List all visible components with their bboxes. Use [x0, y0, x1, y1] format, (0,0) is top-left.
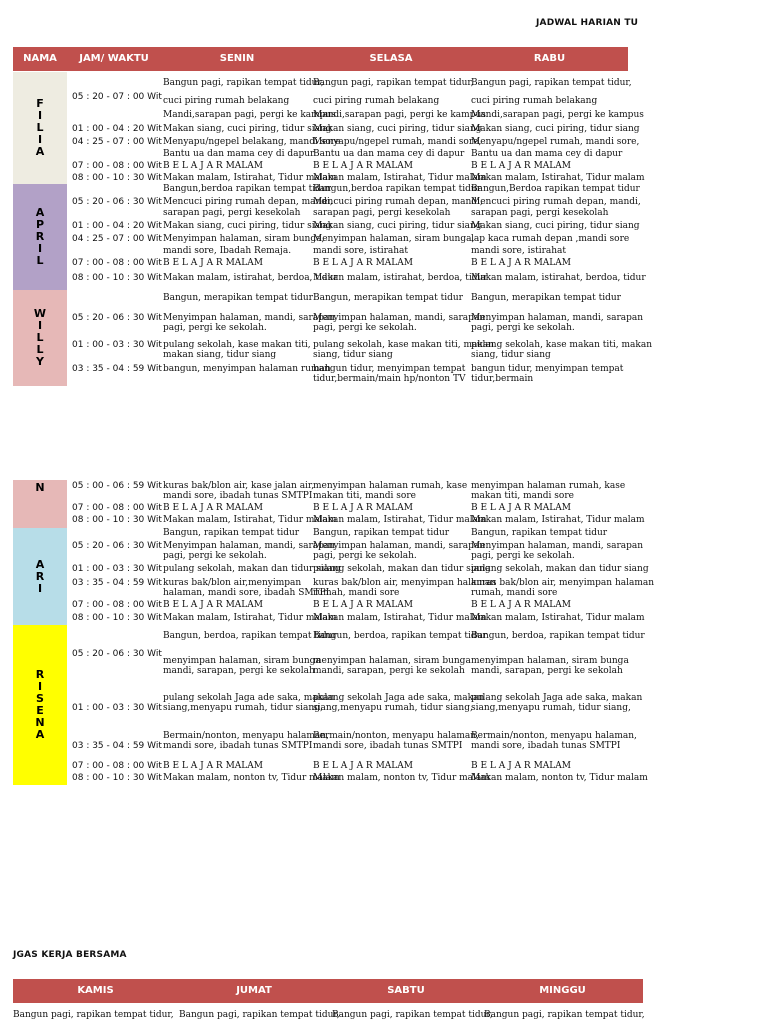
selasa-cell: rumah, mandi sore [313, 588, 400, 598]
selasa-cell: menyimpan halaman, siram bunga [313, 656, 471, 666]
name-label: W I L L Y [33, 307, 47, 368]
name-cell-ari [13, 528, 67, 625]
senin-cell: mandi sore, ibadah tunas SMTPI [163, 741, 313, 751]
name-cell-april [13, 184, 67, 290]
rabu-cell: cuci piring rumah belakang [471, 96, 598, 106]
selasa-cell: mandi sore, istirahat [313, 246, 409, 256]
senin-cell: Menyapu/ngepel belakang, mandi sore [163, 137, 341, 147]
rabu-cell: bangun tidur, menyimpan tempat [471, 364, 624, 374]
rabu-cell: siang, tidur siang [471, 350, 551, 360]
rabu-cell: menyimpan halaman, siram bunga [471, 656, 629, 666]
rabu-cell: pulang sekolah, makan dan tidur siang [471, 564, 649, 574]
rabu-cell: menyimpan halaman rumah, kase [471, 481, 626, 491]
selasa-cell: kuras bak/blon air, menyimpan halaman [313, 578, 497, 588]
time-cell: 05 : 20 - 06 : 30 Wit [72, 649, 162, 659]
time-cell: 03 : 35 - 04 : 59 Wit [72, 741, 162, 751]
selasa-cell: Bangun, rapikan tempat tidur [313, 528, 450, 538]
senin-cell: mandi sore, ibadah tunas SMTPI [163, 491, 313, 501]
senin-cell: Makan malam, Istirahat, Tidur malam [163, 515, 337, 525]
rabu-cell: pulang sekolah, kase makan titi, makan [471, 340, 653, 350]
rabu-cell: pagi, pergi ke sekolah. [471, 323, 575, 333]
senin-cell: Menyimpan halaman, mandi, sarapan [163, 313, 336, 323]
section-title: JGAS KERJA BERSAMA [13, 950, 127, 960]
senin-cell: Makan siang, cuci piring, tidur siang [163, 221, 332, 231]
selasa-cell: menyimpan halaman rumah, kase [313, 481, 468, 491]
minggu-cell: Bangun pagi, rapikan tempat tidur, [484, 1010, 645, 1020]
senin-cell: pulang sekolah, makan dan tidur siang [163, 564, 341, 574]
jumat-cell: Bangun pagi, rapikan tempat tidur, [179, 1010, 340, 1020]
senin-cell: kuras bak/blon air, kase jalan air, [163, 481, 315, 491]
rabu-cell: Bantu ua dan mama cey di dapur [471, 149, 623, 159]
header-kamis: KAMIS [77, 985, 114, 996]
senin-cell: Makan malam, Istirahat, Tidur malam [163, 613, 337, 623]
senin-cell: halaman, mandi sore, ibadah SMTPI [163, 588, 330, 598]
selasa-cell: Menyimpan halaman, mandi, sarapan [313, 541, 486, 551]
rabu-cell: mandi, sarapan, pergi ke sekolah [471, 666, 623, 676]
senin-cell: Makan siang, cuci piring, tidur siang [163, 124, 332, 134]
selasa-cell: Mandi,sarapan pagi, pergi ke kampus [313, 110, 486, 120]
name-label: F I L I A [35, 97, 45, 158]
rabu-cell: pagi, pergi ke sekolah. [471, 551, 575, 561]
rabu-cell: Bangun, merapikan tempat tidur [471, 293, 621, 303]
time-cell: 08 : 00 - 10 : 30 Wit [72, 515, 162, 525]
rabu-cell: Mandi,sarapan pagi, pergi ke kampus [471, 110, 644, 120]
rabu-cell: mandi sore, istirahat [471, 246, 567, 256]
selasa-cell: pulang sekolah, kase makan titi, makan [313, 340, 495, 350]
senin-cell: Makan malam, Istirahat, Tidur malam [163, 173, 337, 183]
time-cell: 04 : 25 - 07 : 00 Wit [72, 234, 162, 244]
selasa-cell: B E L A J A R MALAM [313, 503, 413, 513]
time-cell: 04 : 25 - 07 : 00 Wit [72, 137, 162, 147]
selasa-cell: Makan malam, Istirahat, Tidur malam [313, 515, 487, 525]
header-sabtu: SABTU [387, 985, 425, 996]
header-rabu: RABU [533, 53, 566, 64]
page-title: JADWAL HARIAN TU [536, 18, 639, 28]
selasa-cell: pagi, pergi ke sekolah. [313, 323, 417, 333]
selasa-cell: Makan malam, istirahat, berdoa, tidur [313, 273, 488, 283]
senin-cell: B E L A J A R MALAM [163, 761, 263, 771]
senin-cell: Bangun, rapikan tempat tidur [163, 528, 300, 538]
selasa-cell: Bangun,berdoa rapikan tempat tidur [313, 184, 482, 194]
senin-cell: Bangun,berdoa rapikan tempat tidur [163, 184, 332, 194]
time-cell: 01 : 00 - 03 : 30 Wit [72, 564, 162, 574]
senin-cell: B E L A J A R MALAM [163, 503, 263, 513]
rabu-cell: pulang sekolah Jaga ade saka, makan [471, 693, 643, 703]
senin-cell: Makan malam, nonton tv, Tidur malam [163, 773, 340, 783]
name-label: N [35, 481, 45, 494]
senin-cell: bangun, menyimpan halaman rumah [163, 364, 331, 374]
rabu-cell: B E L A J A R MALAM [471, 161, 571, 171]
rabu-cell: Menyapu/ngepel rumah, mandi sore, [471, 137, 640, 147]
table-header-2 [13, 979, 643, 1003]
name-label: A R I [35, 557, 45, 595]
rabu-cell: makan titi, mandi sore [471, 491, 574, 501]
selasa-cell: sarapan pagi, pergi kesekolah [313, 208, 451, 218]
selasa-cell: bangun tidur, menyimpan tempat [313, 364, 466, 374]
selasa-cell: pulang sekolah, makan dan tidur siang [313, 564, 491, 574]
rabu-cell: Makan malam, Istirahat, Tidur malam [471, 173, 645, 183]
rabu-cell: Bangun,Berdoa rapikan tempat tidur [471, 184, 640, 194]
senin-cell: Menyimpan halaman, siram bunga, [163, 234, 325, 244]
kamis-cell: Bangun pagi, rapikan tempat tidur, [13, 1010, 174, 1020]
senin-cell: B E L A J A R MALAM [163, 600, 263, 610]
time-cell: 08 : 00 - 10 : 30 Wit [72, 773, 162, 783]
senin-cell: Mencuci piring rumah depan, mandi, [163, 197, 333, 207]
time-cell: 07 : 00 - 08 : 00 Wit [72, 761, 162, 771]
rabu-cell: Makan siang, cuci piring, tidur siang [471, 221, 640, 231]
selasa-cell: B E L A J A R MALAM [313, 258, 413, 268]
senin-cell: mandi, sarapan, pergi ke sekolah [163, 666, 315, 676]
rabu-cell: rumah, mandi sore [471, 588, 558, 598]
header-nama: NAMA [23, 53, 57, 64]
senin-cell: kuras bak/blon air,menyimpan [163, 578, 302, 588]
rabu-cell: Makan malam, istirahat, berdoa, tidur [471, 273, 646, 283]
senin-cell: B E L A J A R MALAM [163, 258, 263, 268]
name-cell-risena [13, 625, 67, 785]
time-cell: 03 : 35 - 04 : 59 Wit [72, 578, 162, 588]
rabu-cell: Menyimpan halaman, mandi, sarapan [471, 541, 644, 551]
senin-cell: B E L A J A R MALAM [163, 161, 263, 171]
name-cell-willy [13, 290, 67, 386]
header-jumat: JUMAT [236, 985, 272, 996]
selasa-cell: B E L A J A R MALAM [313, 600, 413, 610]
selasa-cell: pagi, pergi ke sekolah. [313, 551, 417, 561]
selasa-cell: Bermain/nonton, menyapu halaman, [313, 731, 479, 741]
time-cell: 05 : 20 - 06 : 30 Wit [72, 313, 162, 323]
name-cell-filia [13, 72, 67, 184]
selasa-cell: Mencuci piring rumah depan, mandi, [313, 197, 483, 207]
name-label: R I S E N A [35, 668, 45, 741]
senin-cell: pagi, pergi ke sekolah. [163, 323, 267, 333]
senin-cell: sarapan pagi, pergi kesekolah [163, 208, 301, 218]
senin-cell: Bangun, berdoa, rapikan tempat tidur [163, 631, 337, 641]
rabu-cell: B E L A J A R MALAM [471, 503, 571, 513]
header-minggu: MINGGU [539, 985, 586, 996]
rabu-cell: Bangun pagi, rapikan tempat tidur, [471, 78, 632, 88]
rabu-cell: Makan siang, cuci piring, tidur siang [471, 124, 640, 134]
selasa-cell: Bantu ua dan mama cey di dapur [313, 149, 465, 159]
time-cell: 01 : 00 - 03 : 30 Wit [72, 340, 162, 350]
name-label: A P R I L [35, 206, 45, 267]
time-cell: 08 : 00 - 10 : 30 Wit [72, 173, 162, 183]
senin-cell: Bangun, merapikan tempat tidur [163, 293, 313, 303]
selasa-cell: Menyimpan halaman, mandi, sarapan [313, 313, 486, 323]
rabu-cell: Makan malam, nonton tv, Tidur malam [471, 773, 648, 783]
selasa-cell: B E L A J A R MALAM [313, 161, 413, 171]
time-cell: 07 : 00 - 08 : 00 Wit [72, 600, 162, 610]
rabu-cell: Bangun, berdoa, rapikan tempat tidur [471, 631, 645, 641]
selasa-cell: mandi sore, ibadah tunas SMTPI [313, 741, 463, 751]
table-header [13, 47, 628, 71]
senin-cell: siang,menyapu rumah, tidur siang, [163, 703, 323, 713]
selasa-cell: makan titi, mandi sore [313, 491, 416, 501]
rabu-cell: Mencuci piring rumah depan, mandi, [471, 197, 641, 207]
rabu-cell: B E L A J A R MALAM [471, 600, 571, 610]
rabu-cell: B E L A J A R MALAM [471, 258, 571, 268]
selasa-cell: Makan malam, Istirahat, Tidur malam [313, 613, 487, 623]
rabu-cell: tidur,bermain [471, 374, 534, 384]
rabu-cell: Makan malam, Istirahat, Tidur malam [471, 515, 645, 525]
selasa-cell: Makan siang, cuci piring, tidur siang [313, 124, 482, 134]
header-senin: SENIN [219, 53, 255, 64]
time-cell: 08 : 00 - 10 : 30 Wit [72, 613, 162, 623]
senin-cell: Mandi,sarapan pagi, pergi ke kampus [163, 110, 336, 120]
selasa-cell: pulang sekolah Jaga ade saka, makan [313, 693, 485, 703]
rabu-cell: siang,menyapu rumah, tidur siang, [471, 703, 631, 713]
selasa-cell: Makan siang, cuci piring, tidur siang [313, 221, 482, 231]
rabu-cell: kuras bak/blon air, menyimpan halaman [471, 578, 655, 588]
senin-cell: cuci piring rumah belakang [163, 96, 290, 106]
rabu-cell: B E L A J A R MALAM [471, 761, 571, 771]
time-cell: 05 : 20 - 06 : 30 Wit [72, 197, 162, 207]
senin-cell: Bantu ua dan mama cey di dapur [163, 149, 315, 159]
selasa-cell: siang, tidur siang [313, 350, 393, 360]
rabu-cell: Menyimpan halaman, mandi, sarapan [471, 313, 644, 323]
time-cell: 07 : 00 - 08 : 00 Wit [72, 161, 162, 171]
header-selasa: SELASA [369, 53, 413, 64]
senin-cell: Bangun pagi, rapikan tempat tidur, [163, 78, 324, 88]
senin-cell: pulang sekolah, kase makan titi, [163, 340, 311, 350]
header-jam: JAM/ WAKTU [79, 53, 149, 64]
time-cell: 07 : 00 - 08 : 00 Wit [72, 258, 162, 268]
selasa-cell: B E L A J A R MALAM [313, 761, 413, 771]
rabu-cell: mandi sore, ibadah tunas SMTPI [471, 741, 621, 751]
senin-cell: pulang sekolah Jaga ade saka, makan [163, 693, 335, 703]
selasa-cell: Bangun, berdoa, rapikan tempat tidur [313, 631, 487, 641]
selasa-cell: mandi, sarapan, pergi ke sekolah [313, 666, 465, 676]
selasa-cell: Menyimpan halaman, siram bunga, [313, 234, 475, 244]
senin-cell: mandi sore, Ibadah Remaja. [163, 246, 292, 256]
selasa-cell: siang,menyapu rumah, tidur siang, [313, 703, 473, 713]
selasa-cell: Bangun, merapikan tempat tidur [313, 293, 463, 303]
senin-cell: pagi, pergi ke sekolah. [163, 551, 267, 561]
senin-cell: Bermain/nonton, menyapu halaman, [163, 731, 329, 741]
time-cell: 05 : 20 - 06 : 30 Wit [72, 541, 162, 551]
time-cell: 01 : 00 - 03 : 30 Wit [72, 703, 162, 713]
senin-cell: Menyimpan halaman, mandi, sarapan [163, 541, 336, 551]
time-cell: 01 : 00 - 04 : 20 Wit [72, 221, 162, 231]
sabtu-cell: Bangun pagi, rapikan tempat tidur, [332, 1010, 493, 1020]
time-cell: 08 : 00 - 10 : 30 Wit [72, 273, 162, 283]
senin-cell: Makan malam, istirahat, berdoa, tidur [163, 273, 338, 283]
time-cell: 03 : 35 - 04 : 59 Wit [72, 364, 162, 374]
selasa-cell: cuci piring rumah belakang [313, 96, 440, 106]
rabu-cell: sarapan pagi, pergi kesekolah [471, 208, 609, 218]
senin-cell: makan siang, tidur siang [163, 350, 277, 360]
selasa-cell: Menyapu/ngepel rumah, mandi sore, [313, 137, 482, 147]
senin-cell: menyimpan halaman, siram bunga [163, 656, 321, 666]
time-cell: 05 : 00 - 06 : 59 Wit [72, 481, 162, 491]
selasa-cell: Bangun pagi, rapikan tempat tidur, [313, 78, 474, 88]
name-cell-n [13, 480, 67, 528]
rabu-cell: Bangun, rapikan tempat tidur [471, 528, 608, 538]
rabu-cell: Bermain/nonton, menyapu halaman, [471, 731, 637, 741]
rabu-cell: Makan malam, Istirahat, Tidur malam [471, 613, 645, 623]
selasa-cell: tidur,bermain/main hp/nonton TV [313, 374, 466, 384]
selasa-cell: Makan malam, nonton tv, Tidur malam [313, 773, 490, 783]
time-cell: 05 : 20 - 07 : 00 Wit [72, 92, 162, 102]
time-cell: 01 : 00 - 04 : 20 Wit [72, 124, 162, 134]
rabu-cell: lap kaca rumah depan ,mandi sore [471, 234, 630, 244]
selasa-cell: Makan malam, Istirahat, Tidur malam [313, 173, 487, 183]
time-cell: 07 : 00 - 08 : 00 Wit [72, 503, 162, 513]
